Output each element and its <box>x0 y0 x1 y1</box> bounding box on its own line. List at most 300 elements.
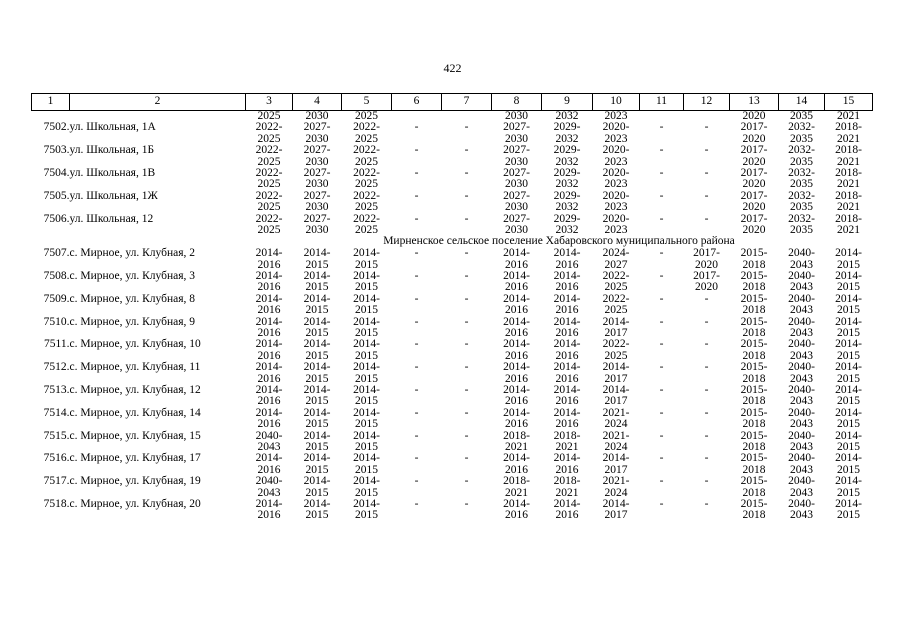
cell-line: 2030 <box>305 223 329 236</box>
table-cell <box>492 271 542 294</box>
cell-line: 2040- <box>788 270 815 283</box>
table-cell <box>442 499 492 522</box>
table-cell <box>392 294 442 317</box>
cell-line: 2015- <box>740 315 768 328</box>
cell-line: - <box>659 452 664 465</box>
cell-line: 2020 <box>695 258 718 271</box>
cell-line: 2020 <box>742 155 766 168</box>
address-cell: с. Мирное, ул. Клубная, 11 <box>69 361 201 374</box>
cell-line: 2016 <box>505 372 528 385</box>
row-number: 7512. <box>43 361 70 374</box>
cell-line: 2032 <box>555 223 579 236</box>
column-header: 4 <box>293 94 342 111</box>
cell-line: - <box>464 270 469 283</box>
cell-line: 2016 <box>257 304 281 317</box>
table-cell: 2025 <box>257 110 281 122</box>
table-cell <box>730 248 779 271</box>
table-cell <box>684 145 730 168</box>
cell-line: 2023 <box>604 178 628 191</box>
cell-line: 2014- <box>255 497 283 510</box>
table-cell: 2032 <box>555 110 579 122</box>
table-cell <box>392 499 442 522</box>
cell-line: 2014- <box>353 429 380 442</box>
cell-line: 2014- <box>553 338 581 351</box>
cell-line: 2014- <box>255 384 283 396</box>
table-cell <box>542 408 593 431</box>
table-cell <box>730 499 779 522</box>
cell-line: - <box>464 121 469 134</box>
table-cell <box>342 476 392 499</box>
table-cell <box>730 431 779 454</box>
table-cell <box>293 271 342 294</box>
table-cell <box>392 431 442 454</box>
table-cell <box>730 453 779 476</box>
table-cell <box>342 431 392 454</box>
table-cell <box>730 408 779 431</box>
cell-line: 2014- <box>503 270 530 283</box>
table-cell <box>442 168 492 191</box>
table-cell <box>593 271 640 294</box>
table-cell <box>392 317 442 340</box>
cell-line: 2015 <box>837 349 860 362</box>
table-cell <box>640 214 684 237</box>
cell-line: 2014- <box>835 270 862 283</box>
table-cell <box>392 271 442 294</box>
table-cell <box>246 408 293 431</box>
table-cell <box>293 431 342 454</box>
cell-line: 2015 <box>305 395 329 408</box>
address-cell: с. Мирное, ул. Клубная, 12 <box>69 384 201 396</box>
cell-line: 2014- <box>255 270 283 283</box>
cell-line: - <box>414 121 419 134</box>
cell-line: 2014- <box>553 497 581 510</box>
cell-line: 2014- <box>553 247 581 260</box>
cell-line: 2015 <box>355 486 378 499</box>
cell-line: - <box>704 406 709 419</box>
table-cell <box>640 168 684 191</box>
table-cell <box>684 499 730 522</box>
cell-line: - <box>414 189 419 202</box>
cell-line: 2027- <box>503 212 530 225</box>
row-number: 7507. <box>43 247 70 260</box>
cell-line: 2015- <box>740 429 768 442</box>
cell-line: 2016 <box>257 509 281 522</box>
cell-line: - <box>414 406 419 419</box>
table-cell <box>730 317 779 340</box>
table-cell <box>342 408 392 431</box>
table-cell <box>246 317 293 340</box>
table-cell <box>684 168 730 191</box>
table-cell <box>730 145 779 168</box>
table-cell <box>542 385 593 408</box>
table-cell <box>684 362 730 385</box>
cell-line: 2040- <box>788 292 815 305</box>
table-cell <box>593 476 640 499</box>
cell-line: 2021 <box>837 223 860 236</box>
table-cell <box>246 339 293 362</box>
cell-line: 2018- <box>835 144 862 157</box>
cell-line: - <box>704 189 709 202</box>
cell-line: - <box>414 315 419 328</box>
cell-line: 2016 <box>555 304 579 317</box>
table-cell <box>825 431 873 454</box>
cell-line: - <box>659 338 664 351</box>
cell-line: 2021 <box>555 440 579 453</box>
cell-line: 2027- <box>503 144 530 157</box>
table-cell <box>593 431 640 454</box>
cell-line: - <box>659 212 664 225</box>
cell-line: 2018- <box>503 429 530 442</box>
cell-line: 2040- <box>788 429 815 442</box>
cell-line: 2014- <box>503 292 530 305</box>
cell-line: 2014- <box>303 429 331 442</box>
cell-line: 2017 <box>604 509 628 522</box>
table-cell <box>392 339 442 362</box>
cell-line: 2015- <box>740 406 768 419</box>
table-row <box>32 362 873 385</box>
address-cell: ул. Школьная, 1Б <box>69 144 155 157</box>
table-cell <box>442 294 492 317</box>
row-number: 7510. <box>43 315 70 328</box>
cell-line: - <box>464 497 469 510</box>
table-cell <box>825 191 873 214</box>
cell-line: 2029- <box>553 212 581 225</box>
cell-line: 2015 <box>837 509 860 522</box>
column-header: 7 <box>442 94 492 111</box>
column-header: 11 <box>640 94 684 111</box>
cell-line: 2022- <box>353 121 380 134</box>
cell-line: 2032- <box>788 144 815 157</box>
cell-line: 2015 <box>305 486 329 499</box>
row-number: 7504. <box>43 166 70 179</box>
cell-line: 2014- <box>835 497 862 510</box>
table-cell <box>392 362 442 385</box>
cell-line: - <box>704 497 709 510</box>
address-cell: с. Мирное, ул. Клубная, 10 <box>69 338 201 351</box>
table-cell <box>779 294 825 317</box>
cell-line: 2040- <box>788 315 815 328</box>
table-cell <box>442 476 492 499</box>
table-cell <box>593 499 640 522</box>
cell-line: 2015 <box>305 418 329 431</box>
cell-line: 2025 <box>355 155 378 168</box>
cell-line: 2018 <box>742 304 766 317</box>
cell-line: 2027- <box>303 189 331 202</box>
table-cell <box>293 362 342 385</box>
table-cell <box>492 476 542 499</box>
table-cell <box>492 362 542 385</box>
table-cell <box>492 317 542 340</box>
cell-line: 2015- <box>740 338 768 351</box>
cell-line: 2015- <box>740 452 768 465</box>
table-cell <box>825 317 873 340</box>
table-cell <box>684 248 730 271</box>
table-cell <box>342 214 392 237</box>
cell-line: 2030 <box>505 132 528 145</box>
cell-line: - <box>659 361 664 374</box>
table-cell <box>640 408 684 431</box>
row-number: 7509. <box>43 292 70 305</box>
cell-line: 2016 <box>505 304 528 317</box>
cell-line: 2022- <box>255 121 283 134</box>
cell-line: 2027- <box>503 189 530 202</box>
cell-line: 2017- <box>740 144 768 157</box>
table-cell <box>684 408 730 431</box>
cell-line: 2043 <box>790 463 813 476</box>
cell-line: 2014- <box>553 315 581 328</box>
cell-line: 2018 <box>742 440 766 453</box>
table-cell <box>342 385 392 408</box>
address-cell: с. Мирное, ул. Клубная, 19 <box>69 475 201 488</box>
table-cell <box>492 499 542 522</box>
cell-line: 2040- <box>788 406 815 419</box>
cell-line: 2027- <box>503 166 530 179</box>
cell-line: 2021- <box>602 406 630 419</box>
cell-line: 2015 <box>305 440 329 453</box>
table-cell <box>442 145 492 168</box>
cell-line: - <box>464 361 469 374</box>
cell-line: 2014- <box>255 406 283 419</box>
table-cell <box>640 385 684 408</box>
table-cell <box>593 294 640 317</box>
table-cell <box>779 499 825 522</box>
cell-line: 2015 <box>305 304 329 317</box>
cell-line: 2030 <box>305 201 329 214</box>
cell-line: 2022- <box>255 144 283 157</box>
cell-line: 2016 <box>505 281 528 294</box>
table-cell <box>542 248 593 271</box>
table-cell <box>640 122 684 145</box>
cell-line: 2015 <box>837 440 860 453</box>
cell-line: - <box>414 270 419 283</box>
cell-line: 2015 <box>837 463 860 476</box>
cell-line: 2014- <box>835 315 862 328</box>
cell-line: 2017- <box>693 247 720 260</box>
cell-line: 2015 <box>305 509 329 522</box>
cell-line: 2014- <box>503 384 530 396</box>
table-row <box>32 476 873 499</box>
address-cell: ул. Школьная, 1А <box>69 121 156 134</box>
table-cell <box>640 453 684 476</box>
table-cell <box>640 339 684 362</box>
table-cell <box>342 317 392 340</box>
table-cell: 2020 <box>742 110 766 122</box>
table-row <box>32 248 873 271</box>
cell-line: 2015- <box>740 497 768 510</box>
column-header: 12 <box>684 94 730 111</box>
cell-line: 2043 <box>790 440 813 453</box>
cell-line: 2015 <box>305 327 329 340</box>
cell-line: 2020 <box>742 201 766 214</box>
cell-line: - <box>464 452 469 465</box>
table-cell <box>293 385 342 408</box>
cell-line: 2016 <box>555 258 579 271</box>
cell-line: 2027- <box>503 121 530 134</box>
table-cell <box>779 431 825 454</box>
table-cell <box>730 168 779 191</box>
row-number: 7513. <box>43 384 70 396</box>
cell-line: - <box>414 292 419 305</box>
cell-line: 2030 <box>305 178 329 191</box>
cell-line: 2018 <box>742 486 766 499</box>
cell-line: 2015- <box>740 361 768 374</box>
cell-line: 2014- <box>553 361 581 374</box>
cell-line: 2016 <box>505 258 528 271</box>
table-cell <box>593 453 640 476</box>
table-cell <box>825 385 873 408</box>
cell-line: 2022- <box>255 166 283 179</box>
cell-line: 2014- <box>835 475 862 488</box>
cell-line: 2027- <box>303 144 331 157</box>
cell-line: 2022- <box>602 292 630 305</box>
table-cell <box>442 408 492 431</box>
table-cell <box>542 362 593 385</box>
cell-line: 2014- <box>553 270 581 283</box>
table-cell <box>593 339 640 362</box>
table-cell <box>593 168 640 191</box>
row-number: 7516. <box>43 452 70 465</box>
cell-line: - <box>659 429 664 442</box>
column-header: 3 <box>246 94 293 111</box>
cell-line: 2032 <box>555 155 579 168</box>
row-number: 7511. <box>44 338 70 351</box>
cell-line: 2014- <box>835 406 862 419</box>
cell-line: 2027- <box>303 212 331 225</box>
table-cell <box>542 431 593 454</box>
cell-line: 2025 <box>355 178 378 191</box>
cell-line: 2020- <box>602 189 630 202</box>
cell-line: 2025 <box>355 132 378 145</box>
cell-line: 2043 <box>790 281 813 294</box>
cell-line: 2015 <box>837 304 860 317</box>
cell-line: 2014- <box>303 497 331 510</box>
table-cell <box>293 339 342 362</box>
cell-line: 2043 <box>790 304 813 317</box>
address-cell: с. Мирное, ул. Клубная, 9 <box>69 315 196 328</box>
cell-line: 2018- <box>553 475 581 488</box>
table-cell <box>779 122 825 145</box>
cell-line: 2015- <box>740 475 768 488</box>
table-cell <box>492 145 542 168</box>
table-cell <box>730 122 779 145</box>
table-cell <box>492 214 542 237</box>
cell-line: - <box>659 384 664 396</box>
cell-line: 2020 <box>742 132 766 145</box>
cell-line: 2014- <box>303 475 331 488</box>
cell-line: 2015 <box>305 281 329 294</box>
table-cell <box>684 214 730 237</box>
column-header: 6 <box>392 94 442 111</box>
cell-line: - <box>414 361 419 374</box>
table-cell <box>392 453 442 476</box>
table-cell <box>342 248 392 271</box>
cell-line: - <box>659 247 664 260</box>
table-cell <box>392 248 442 271</box>
column-header: 13 <box>730 94 779 111</box>
cell-line: 2014- <box>835 292 862 305</box>
address-cell: с. Мирное, ул. Клубная, 20 <box>69 497 201 510</box>
table-cell <box>442 431 492 454</box>
table-cell <box>730 294 779 317</box>
table-cell <box>342 453 392 476</box>
table-cell <box>246 362 293 385</box>
table-cell <box>342 191 392 214</box>
table-cell <box>593 362 640 385</box>
cell-line: 2016 <box>555 395 579 408</box>
table-cell <box>342 122 392 145</box>
table-cell <box>779 362 825 385</box>
table-cell <box>542 317 593 340</box>
table-cell <box>825 248 873 271</box>
table-cell: 2023 <box>604 110 628 122</box>
table-cell <box>392 476 442 499</box>
cell-line: 2018- <box>553 429 581 442</box>
cell-line: 2020 <box>742 178 766 191</box>
cell-line: 2014- <box>353 384 380 396</box>
cell-line: 2015 <box>355 395 378 408</box>
cell-line: - <box>659 406 664 419</box>
table-cell <box>542 122 593 145</box>
table-cell <box>640 145 684 168</box>
cell-line: 2018 <box>742 349 766 362</box>
cell-line: 2016 <box>555 509 579 522</box>
cell-line: - <box>659 292 664 305</box>
table-cell <box>593 317 640 340</box>
cell-line: 2020 <box>695 281 718 294</box>
cell-line: 2014- <box>353 292 380 305</box>
cell-line: 2014- <box>303 384 331 396</box>
table-cell <box>442 317 492 340</box>
cell-line: 2015- <box>740 292 768 305</box>
table-cell <box>593 122 640 145</box>
cell-line: 2014- <box>353 247 380 260</box>
cell-line: 2040- <box>788 497 815 510</box>
cell-line: 2022- <box>353 212 380 225</box>
table-cell <box>293 214 342 237</box>
cell-line: 2016 <box>505 327 528 340</box>
table-cell <box>492 168 542 191</box>
cell-line: 2025 <box>257 223 281 236</box>
cell-line: 2022- <box>602 338 630 351</box>
table-cell <box>684 453 730 476</box>
cell-line: 2024 <box>604 418 628 431</box>
cell-line: 2014- <box>255 247 283 260</box>
table-cell <box>542 339 593 362</box>
table-cell: 2030 <box>305 110 329 122</box>
cell-line: 2014- <box>835 338 862 351</box>
cell-line: 2014- <box>602 384 630 396</box>
column-header: 8 <box>492 94 542 111</box>
cell-line: 2016 <box>555 418 579 431</box>
cell-line: 2014- <box>503 338 530 351</box>
table-cell <box>593 191 640 214</box>
cell-line: 2015 <box>355 463 378 476</box>
cell-line: 2029- <box>553 189 581 202</box>
cell-line: 2023 <box>604 155 628 168</box>
table-cell <box>779 339 825 362</box>
cell-line: - <box>704 475 709 488</box>
table-cell <box>779 145 825 168</box>
table-cell <box>492 294 542 317</box>
table-row <box>32 122 873 145</box>
cell-line: 2032 <box>555 201 579 214</box>
cell-line: 2018- <box>835 212 862 225</box>
cell-line: 2018 <box>742 395 766 408</box>
table-cell <box>293 476 342 499</box>
cell-line: 2040- <box>788 338 815 351</box>
cell-line: 2022- <box>602 270 630 283</box>
table-cell <box>492 248 542 271</box>
